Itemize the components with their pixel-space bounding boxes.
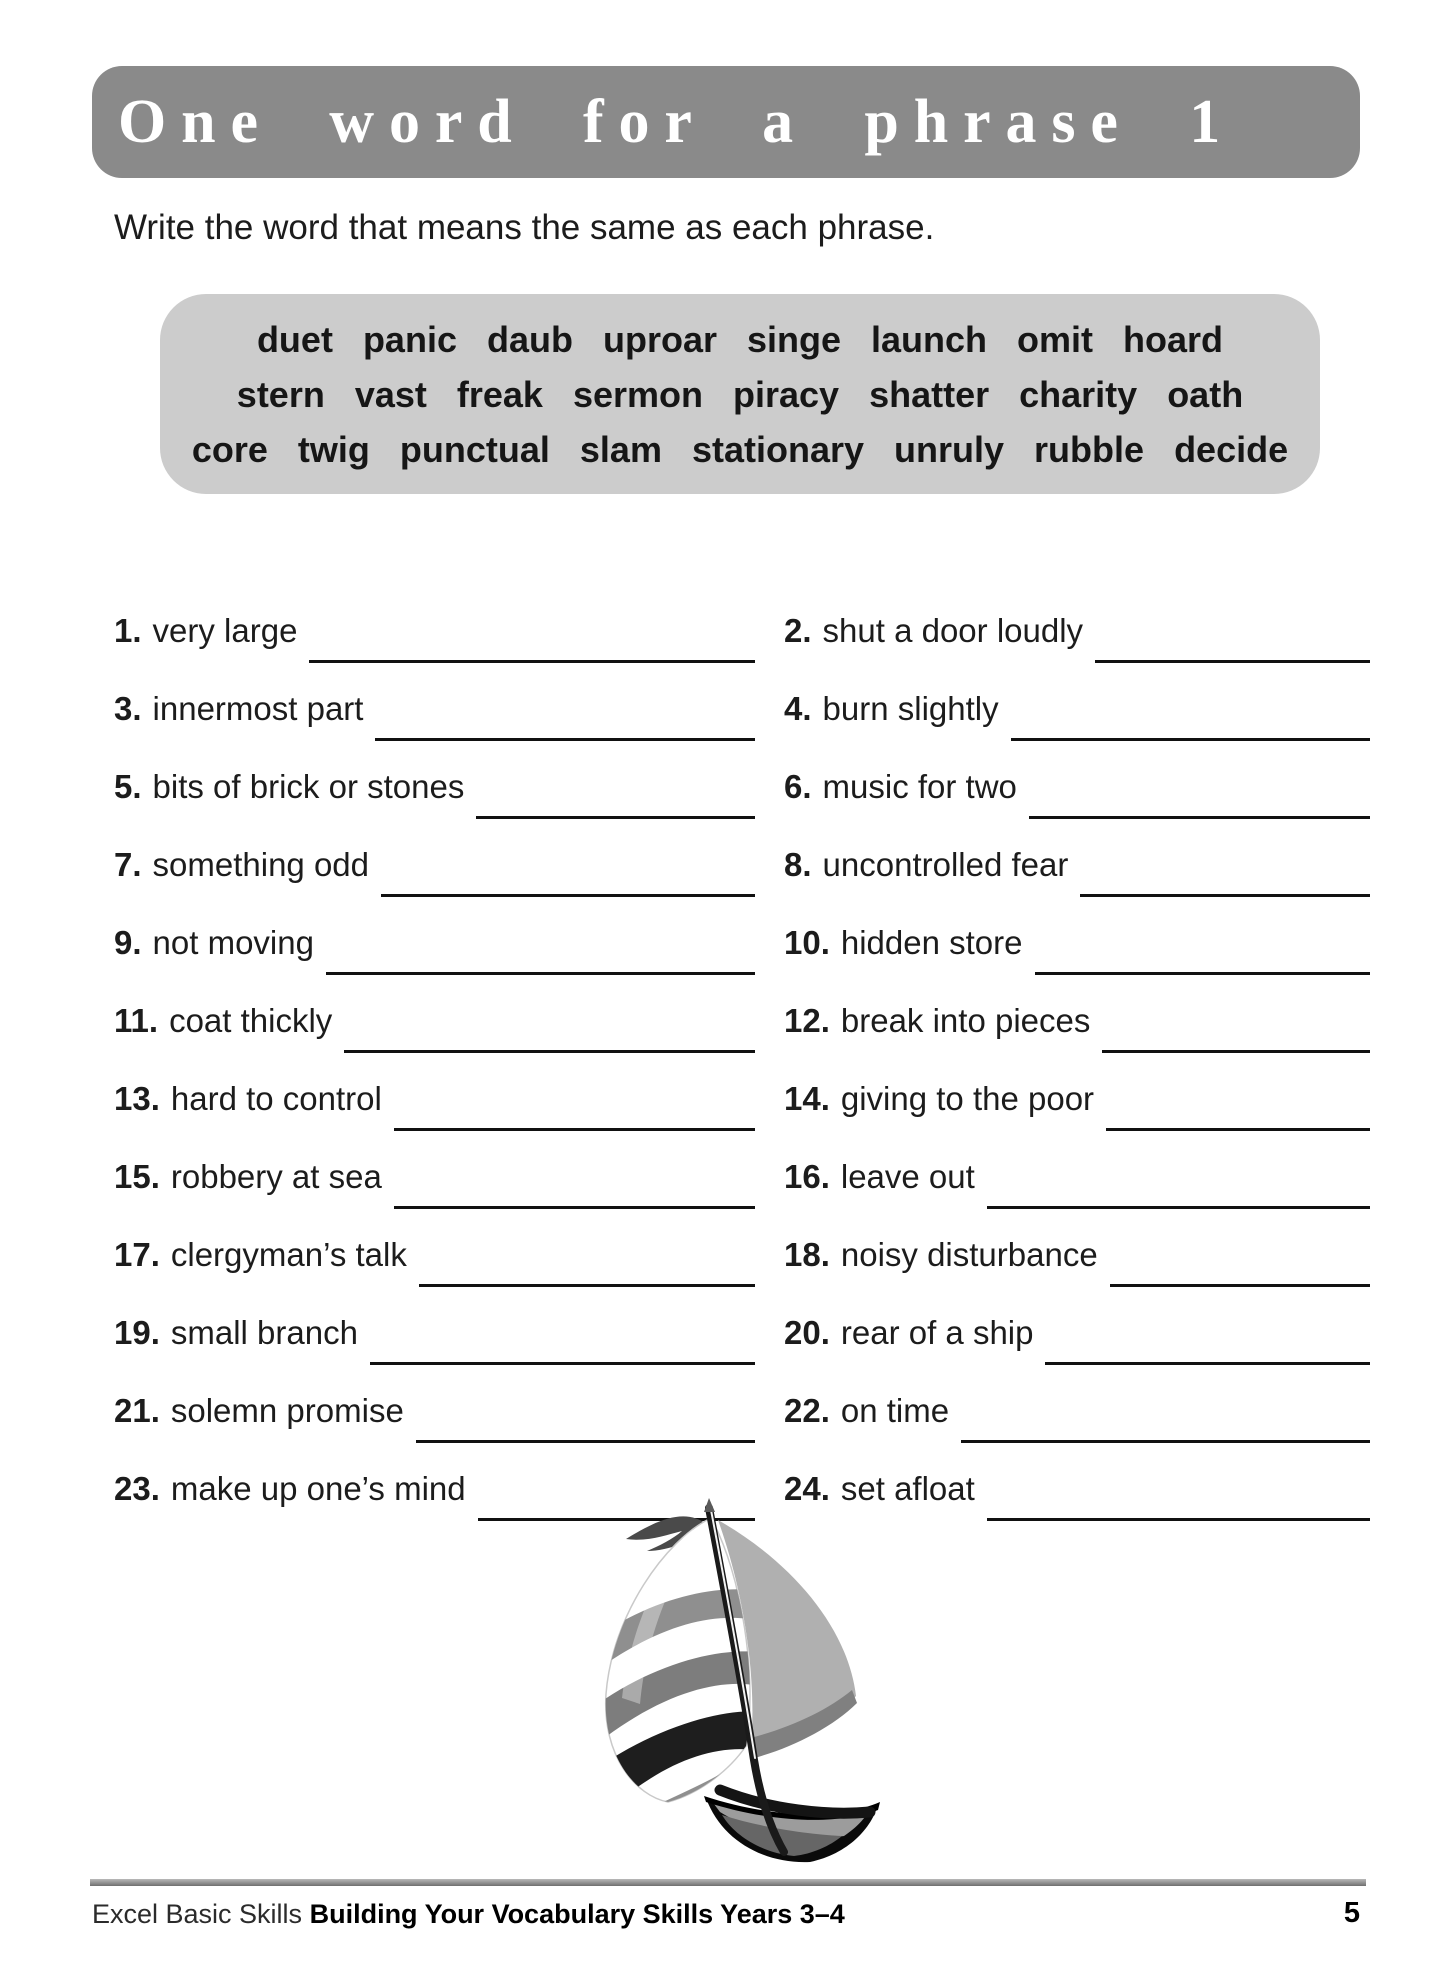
word-bank-word: core	[191, 428, 268, 470]
answer-blank[interactable]	[416, 1372, 755, 1443]
question-number: 4.	[784, 690, 812, 727]
question-phrase: bits of brick or stones	[152, 768, 465, 805]
question-row	[784, 826, 1370, 904]
question-phrase: hidden store	[840, 924, 1023, 961]
answer-blank[interactable]	[370, 1294, 755, 1365]
question-row	[784, 1372, 1370, 1450]
word-bank-word: charity	[1019, 373, 1138, 415]
answer-blank[interactable]	[987, 1138, 1370, 1209]
question-phrase: shut a door loudly	[822, 612, 1084, 649]
question-row	[784, 1294, 1370, 1372]
question-row	[114, 1060, 755, 1138]
question-row	[114, 1216, 755, 1294]
question-row	[114, 1138, 755, 1216]
question-row	[114, 982, 755, 1060]
answer-blank[interactable]	[394, 1138, 755, 1209]
answer-blank[interactable]	[1095, 592, 1370, 663]
question-number: 13.	[114, 1080, 160, 1117]
question-phrase: burn slightly	[822, 690, 999, 727]
question-number: 7.	[114, 846, 142, 883]
question-row	[784, 904, 1370, 982]
sailboat-illustration	[570, 1498, 880, 1868]
word-bank-row	[160, 422, 1320, 477]
question-phrase: solemn promise	[170, 1392, 404, 1429]
word-bank-word: decide	[1174, 428, 1289, 470]
question-number: 5.	[114, 768, 142, 805]
question-phrase: music for two	[822, 768, 1017, 805]
word-bank	[160, 294, 1320, 494]
answer-blank[interactable]	[1106, 1060, 1370, 1131]
answer-blank[interactable]	[1080, 826, 1370, 897]
answer-blank[interactable]	[394, 1060, 755, 1131]
title-banner	[92, 66, 1360, 178]
answer-blank[interactable]	[344, 982, 755, 1053]
word-bank-word: slam	[579, 428, 662, 470]
word-bank-word: duet	[256, 318, 333, 360]
answer-blank[interactable]	[987, 1450, 1370, 1521]
question-row	[114, 670, 755, 748]
answer-blank[interactable]	[961, 1372, 1370, 1443]
sailboat-svg	[570, 1498, 880, 1868]
question-number: 18.	[784, 1236, 830, 1273]
question-number: 11.	[114, 1002, 159, 1039]
question-row	[784, 1138, 1370, 1216]
question-row	[784, 1060, 1370, 1138]
footer-series: Excel Basic Skills	[92, 1899, 303, 1929]
answer-blank[interactable]	[326, 904, 755, 975]
word-bank-word: singe	[746, 318, 842, 360]
question-number: 22.	[784, 1392, 830, 1429]
question-phrase: break into pieces	[840, 1002, 1091, 1039]
question-phrase: rear of a ship	[840, 1314, 1034, 1351]
question-row	[114, 592, 755, 670]
word-bank-word: unruly	[894, 428, 1005, 470]
answer-blank[interactable]	[375, 670, 755, 741]
question-number: 8.	[784, 846, 812, 883]
answer-blank[interactable]	[419, 1216, 755, 1287]
question-phrase: robbery at sea	[170, 1158, 382, 1195]
answer-blank[interactable]	[1110, 1216, 1370, 1287]
word-bank-row	[160, 312, 1320, 367]
page-title: One word for a phrase 1	[118, 87, 1236, 156]
answer-blank[interactable]	[1035, 904, 1370, 975]
footer-text	[92, 1899, 845, 1930]
question-number: 9.	[114, 924, 142, 961]
question-number: 16.	[784, 1158, 830, 1195]
question-row	[784, 592, 1370, 670]
word-bank-word: uproar	[602, 318, 717, 360]
question-row	[114, 826, 755, 904]
question-row	[114, 904, 755, 982]
question-number: 1.	[114, 612, 142, 649]
question-number: 3.	[114, 690, 142, 727]
question-number: 24.	[784, 1470, 830, 1507]
word-bank-word: vast	[354, 373, 427, 415]
questions-column-left	[114, 592, 755, 1528]
answer-blank[interactable]	[476, 748, 755, 819]
answer-blank[interactable]	[381, 826, 755, 897]
word-bank-word: freak	[456, 373, 543, 415]
question-row	[784, 748, 1370, 826]
word-bank-word: rubble	[1034, 428, 1145, 470]
word-bank-word: punctual	[399, 428, 550, 470]
word-bank-row	[160, 367, 1320, 422]
answer-blank[interactable]	[1011, 670, 1370, 741]
question-row	[114, 748, 755, 826]
page-number: 5	[1343, 1897, 1360, 1929]
word-bank-word: stationary	[691, 428, 865, 470]
question-row	[784, 670, 1370, 748]
answer-blank[interactable]	[309, 592, 755, 663]
question-phrase: set afloat	[840, 1470, 975, 1507]
word-bank-word: hoard	[1123, 318, 1224, 360]
question-row	[784, 1216, 1370, 1294]
word-bank-word: oath	[1167, 373, 1244, 415]
word-bank-word: twig	[297, 428, 370, 470]
questions-list	[114, 592, 1370, 1528]
question-phrase: very large	[152, 612, 298, 649]
question-number: 19.	[114, 1314, 160, 1351]
question-phrase: leave out	[840, 1158, 975, 1195]
question-phrase: giving to the poor	[840, 1080, 1095, 1117]
answer-blank[interactable]	[1102, 982, 1370, 1053]
question-number: 10.	[784, 924, 830, 961]
word-bank-word: stern	[236, 373, 325, 415]
question-number: 14.	[784, 1080, 830, 1117]
footer-rule	[90, 1879, 1366, 1886]
question-number: 6.	[784, 768, 812, 805]
question-phrase: hard to control	[170, 1080, 382, 1117]
word-bank-word: omit	[1017, 318, 1094, 360]
word-bank-word: sermon	[572, 373, 703, 415]
instruction-text: Write the word that means the same as each phrase.	[114, 208, 935, 247]
answer-blank[interactable]	[1045, 1294, 1370, 1365]
footer-book-title: Building Your Vocabulary Skills Years 3–4	[309, 1899, 845, 1929]
word-bank-word: launch	[871, 318, 988, 360]
question-phrase: small branch	[170, 1314, 358, 1351]
question-row	[784, 982, 1370, 1060]
question-phrase: innermost part	[152, 690, 364, 727]
word-bank-word: panic	[362, 318, 457, 360]
question-phrase: something odd	[152, 846, 370, 883]
question-number: 20.	[784, 1314, 830, 1351]
question-phrase: clergyman’s talk	[170, 1236, 407, 1273]
question-phrase: on time	[840, 1392, 950, 1429]
answer-blank[interactable]	[1029, 748, 1370, 819]
question-phrase: noisy disturbance	[840, 1236, 1098, 1273]
word-bank-word: piracy	[733, 373, 840, 415]
question-phrase: not moving	[152, 924, 314, 961]
question-number: 21.	[114, 1392, 160, 1429]
question-row	[114, 1294, 755, 1372]
questions-column-right	[784, 592, 1370, 1528]
question-number: 23.	[114, 1470, 160, 1507]
question-number: 17.	[114, 1236, 160, 1273]
question-number: 2.	[784, 612, 812, 649]
question-phrase: uncontrolled fear	[822, 846, 1069, 883]
question-phrase: make up one’s mind	[170, 1470, 466, 1507]
question-phrase: coat thickly	[169, 1002, 333, 1039]
word-bank-word: daub	[486, 318, 573, 360]
question-number: 12.	[784, 1002, 830, 1039]
question-row	[114, 1372, 755, 1450]
question-number: 15.	[114, 1158, 160, 1195]
masthead	[704, 1498, 715, 1512]
word-bank-word: shatter	[869, 373, 990, 415]
